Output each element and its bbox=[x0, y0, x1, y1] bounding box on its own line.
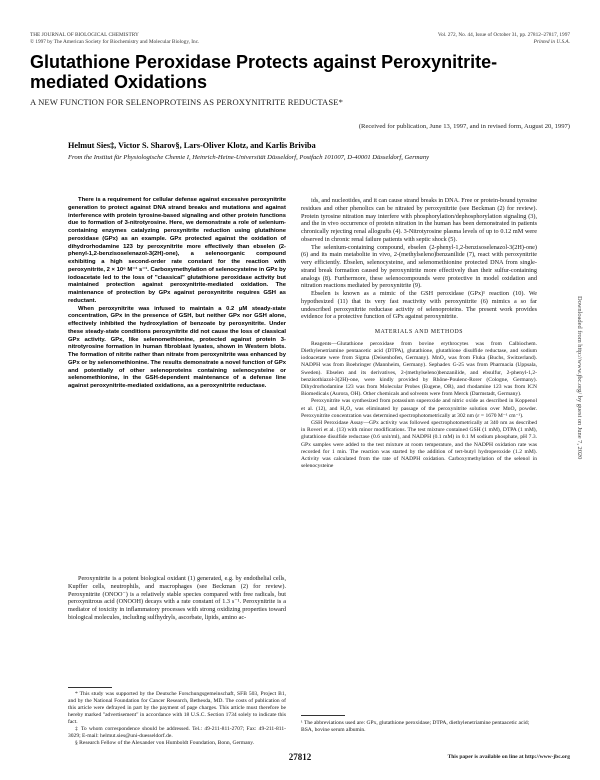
assay-paragraph: GSH Peroxidase Assay—GPx activity was followed spectrophotometrically at 340 nm as described in Roveri et al. (13) with minor modifications. The test mixture contained GSH (1 mM), DTPA (1 mM), glutathione disulfide reductase (0.6 unit/ml), and NADPH (0.1 mM) in 0.1 M sodium phosphate, pH 7.3. GPx samples were added to the test mixture at room temperature, and the NADPH oxidation rate was recorded for 1 min. The reaction was started by the addition of tert-butyl hydroperoxide (1.2 mM). Activity was calculated from the rate of NADPH oxidation. Carboxymethylation of the selenol in selenocysteine bbox=[301, 419, 537, 470]
copyright-line: © 1997 by The American Society for Biochemistry and Molecular Biology, Inc. bbox=[30, 38, 200, 45]
received-dates: (Received for publication, June 13, 1997, and in revised form, August 20, 1997) bbox=[358, 123, 570, 130]
intro-text bbox=[68, 575, 286, 622]
abbreviations-footnote: ¹ The abbreviations used are: GPx, glutathione peroxidase; DTPA, diethylenetriamine pentaacetic acid; BSA, bovine serum albumin. bbox=[301, 720, 530, 733]
footnote-divider bbox=[68, 687, 112, 688]
right-footnote-divider bbox=[301, 715, 345, 716]
download-stamp-text: Downloaded from http://www.jbc.org/ by guest on June 7, 2020 bbox=[576, 296, 583, 460]
right-paragraph-2: The selenium-containing compound, ebselen (2-phenyl-1,2-benzisoselenazol-3(2H)-one)(6) and its main metabolite in vivo, 2-(methylseleno)benzanilide (7), react with peroxynitrite very efficiently. Ebselen, selenocysteine, and selenomethionine protected DNA from single-strand break formation caused by peroxynitrite more effectively than their sulfur-containing analogs (8). Furthermore, these selenocompounds were protective in model oxidation and nitration reactions mediated by peroxynitrite (9). bbox=[301, 243, 537, 290]
abstract-paragraph-1: There is a requirement for cellular defense against excessive peroxynitrite generation to protect against DNA strand breaks and mutations and against interference with protein tyrosine-based signaling and other protein functions due to formation of 3-nitrotyrosine. Here, we demonstrate a role of selenium-containing enzymes catalyzing peroxynitrite reduction using glutathione peroxidase (GPx) as an example. GPx protected against the oxidation of dihydrorhodamine 123 by peroxynitrite more effectively than ebselen (2-phenyl-1,2-benzisoselenazol-3(2H)-one), a selenoorganic compound exhibiting a high second-order rate constant for the reaction with peroxynitrite, 2 × 10⁶ M⁻¹ s⁻¹. Carboxymethylation of selenocysteine in GPx by iodoacetate led to the loss of "classical" glutathione peroxidase activity but maintained protection against peroxynitrite-mediated oxidation. The maintenance of protection by GPx against peroxynitrite requires GSH as reductant. bbox=[68, 197, 286, 304]
section-heading: MATERIALS AND METHODS bbox=[374, 329, 464, 335]
article-subtitle: A NEW FUNCTION FOR SELENOPROTEINS AS PEROXYNITRITE REDUCTASE* bbox=[30, 97, 343, 107]
footnote-correspondence: ‡ To whom correspondence should be addressed. Tel.: 49-211-811-2707; Fax: 49-211-811-3029; E-mail: helmut.sies@uni-duesseldorf.de. bbox=[68, 726, 286, 739]
journal-name: THE JOURNAL OF BIOLOGICAL CHEMISTRY bbox=[30, 32, 139, 38]
affiliation: From the Institut für Physiologische Chemie I, Heinrich-Heine-Universität Düsseldorf, Postfach 101007, D-40001 Düsseldorf, Germany bbox=[68, 154, 430, 161]
footnote-fellow: § Research Fellow of the Alexander von Humboldt Foundation, Bonn, Germany. bbox=[75, 740, 255, 746]
abstract bbox=[68, 197, 286, 391]
issue-header bbox=[438, 32, 570, 45]
intro-paragraph: Peroxynitrite is a potent biological oxidant (1) generated, e.g. by endothelial cells, Kupffer cells, neutrophils, and macrophages (see Beckman (2) for review). Peroxynitrite (ONOO⁻) is a relatively stable species compared with free radicals, but peroxynitrous acid (ONOOH) decays with a rate constant of 1.3 s⁻¹. Peroxynitrite is a mediator of toxicity in inflammatory processes with strong oxidizing properties toward biological molecules, including sulfhydryls, ascorbate, lipids, amino ac- bbox=[68, 575, 286, 621]
right-paragraph-1: ids, and nucleotides, and it can cause strand breaks in DNA. Free or protein-bound tyrosine residues and other phenolics can be nitrated by peroxynitrite (see Beckman (2) for review). Protein tyrosine nitration may interfere with phosphorylation/dephosphorylation signaling (3), and the in vivo occurrence of protein nitration in the human has been demonstrated in patients chronically rejecting renal allografts (4). 3-Nitrotyrosine plasma levels of up to 0.12 mM were observed in chronic renal failure patients with septic shock (5). bbox=[301, 197, 537, 243]
online-note: This paper is available on line at http://www-jbc.org bbox=[447, 754, 570, 760]
page-number: 27812 bbox=[288, 752, 312, 762]
download-stamp bbox=[574, 296, 584, 656]
footnote-funding: * This study was supported by the Deutsche Forschungsgemeinschaft, SFB 503, Project B1, and by the National Foundation for Cancer Research, Bethesda, MD. The costs of publication of this article were defrayed in part by the payment of page charges. This article must therefore be hereby marked "advertisement" in accordance with 18 U.S.C. Section 1734 solely to indicate this fact. bbox=[68, 691, 286, 725]
right-paragraph-3: Ebselen is known as a mimic of the GSH peroxidase (GPx)¹ reaction (10). We hypothesized (11) that its very fast reactivity with peroxynitrite (6) mimics a so far undescribed peroxynitrite reductase activity of selenoproteins. The present work provides evidence for a protective function of GPx against peroxynitrite. bbox=[301, 290, 537, 321]
article-title: Glutathione Peroxidase Protects against Peroxynitrite-mediated Oxidations bbox=[30, 52, 498, 92]
right-column bbox=[301, 197, 537, 470]
abstract-paragraph-2: When peroxynitrite was infused to maintain a 0.2 μM steady-state concentration, GPx in the presence of GSH, but neither GPx nor GSH alone, effectively inhibited the hydroxylation of benzoate by peroxynitrite. Under these steady-state conditions peroxynitrite did not cause the loss of classical GPx activity. GPx, like selenomethionine, protected against protein 3-nitrotyrosine formation in human fibroblast lysates, shown in Western blots. The formation of nitrite rather than nitrate from peroxynitrite was enhanced by GPx or by selenomethionine. The results demonstrate a novel function of GPx and potentially of other selenoproteins containing selenocysteine or selenomethionine, in the GSH-dependent maintenance of a defense line against peroxynitrite-mediated oxidations, as a peroxynitrite reductase. bbox=[68, 305, 286, 389]
journal-header bbox=[30, 32, 199, 45]
printed-line: Printed in U.S.A. bbox=[533, 38, 570, 45]
reagents-paragraph: Reagents—Glutathione peroxidase from bovine erythrocytes was from Calbiochem. Diethylenetriamine pentaacetic acid (DTPA), glutathione, glutathione disulfide reductase, and sodium iodoacetate were from Sigma (Deisenhofen, Germany). MnO₂ was from Fluka (Buchs, Switzerland). NADPH was from Boehringer (Mannheim, Germany). Sephadex G-25 was from Pharmacia (Uppsala, Sweden). Ebselen and its derivatives, 2-(methylseleno)benzanilide, and ebsulfur, 2-phenyl-1,2-benzisothiazol-3(2H)-one, were kindly provided by Rhône-Poulenc-Rorer (Cologne, Germany). Dihydrorhodamine 123 was from Molecular Probes (Eugene, OR), and rhodamine 123 was from ICN Biomedicals (Aurora, OH). Other chemicals and solvents were from Merck (Darmstadt, Germany). bbox=[301, 340, 537, 398]
volume-line: Vol. 272, No. 44, Issue of October 31, pp. 27812–27817, 1997 bbox=[437, 32, 570, 38]
footnotes bbox=[68, 691, 286, 747]
author-list: Helmut Sies‡, Victor S. Sharov§, Lars-Oliver Klotz, and Karlis Briviba bbox=[68, 141, 316, 150]
synthesis-paragraph: Peroxynitrite was synthesized from potassium superoxide and nitric oxide as described in Koppenol et al. (12), and H₂O₂ was eliminated by passage of the peroxynitrite solution over MnO₂ powder. Peroxynitrite concentration was determined spectrophotometrically at 302 nm (ε = 1670 M⁻¹ cm⁻¹). bbox=[301, 398, 537, 419]
